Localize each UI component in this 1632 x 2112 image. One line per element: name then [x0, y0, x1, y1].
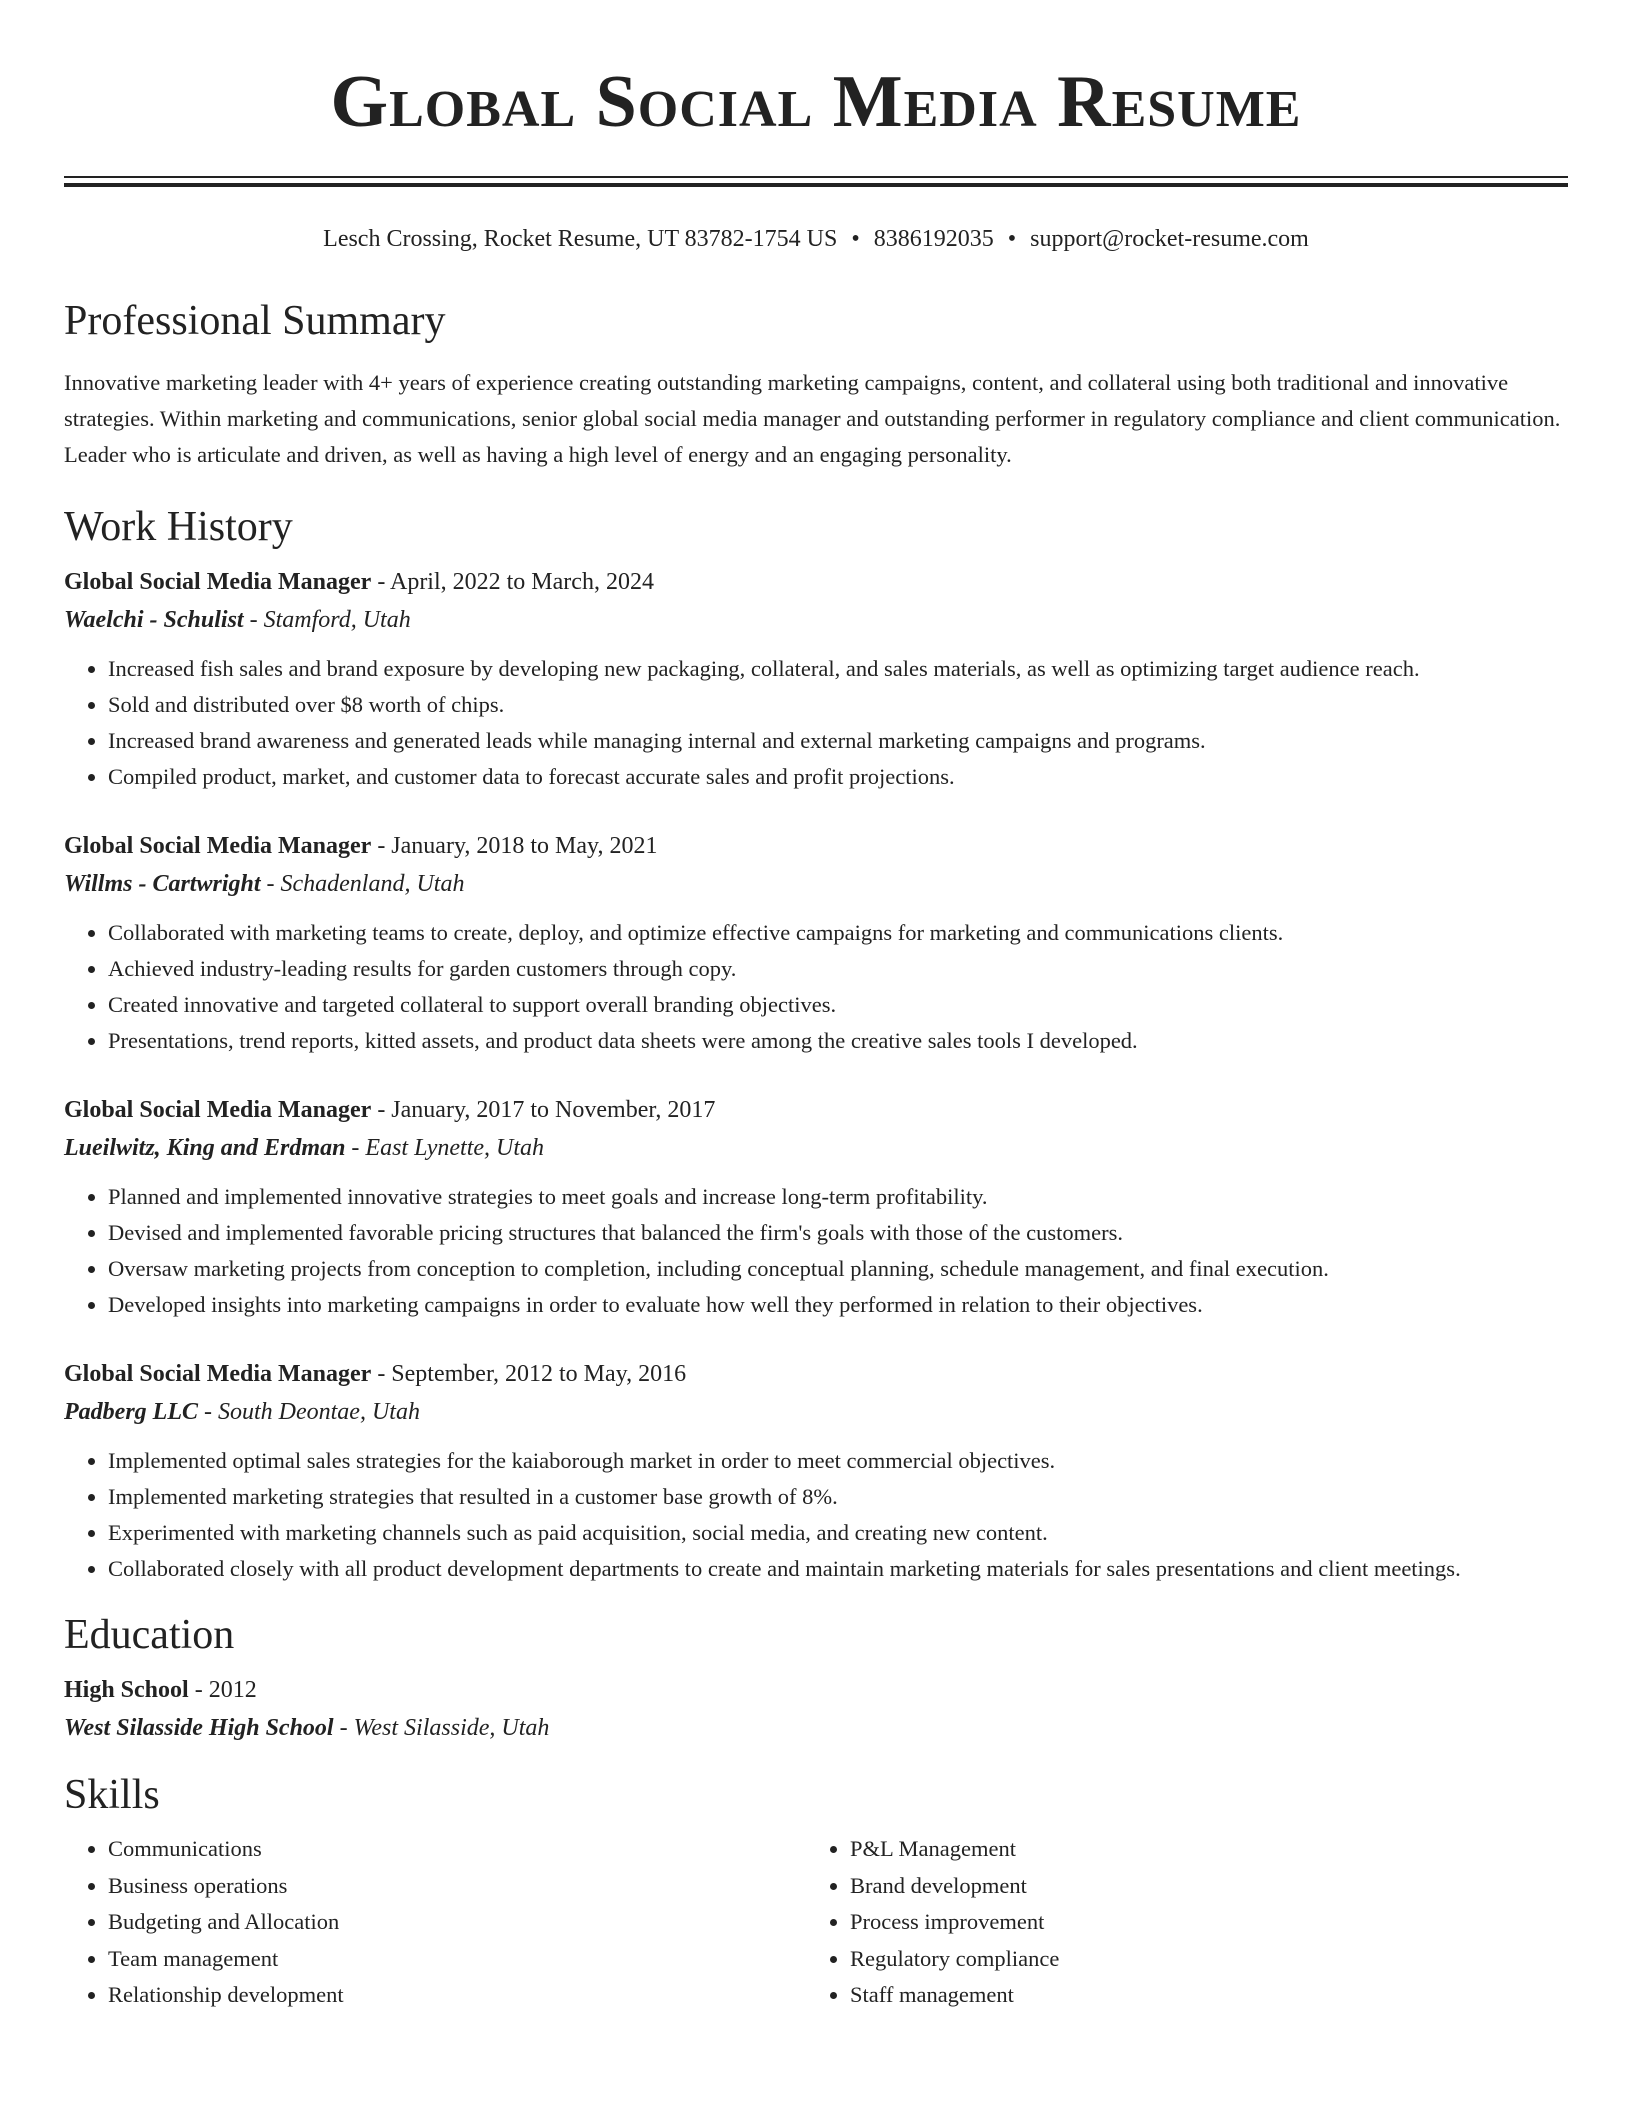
contact-line — [64, 223, 1568, 255]
job-header — [64, 827, 1568, 865]
job-bullet: • Developed insights into marketing campaigns in order to evaluate how well they performed in relation to their objectives. — [108, 1287, 1568, 1323]
job-company: Padberg LLC — [64, 1399, 198, 1425]
job-role: Global Social Media Manager — [64, 833, 372, 859]
job-bullet: • Increased fish sales and brand exposure by developing new packaging, collateral, and sales materials, as well as optimizing target audience reach. — [108, 651, 1568, 687]
job-role: Global Social Media Manager — [64, 569, 372, 595]
contact-phone: 8386192035 — [873, 226, 994, 252]
job-bullet: • Collaborated closely with all product development departments to create and maintain marketing materials for sales presentations and client meetings. — [108, 1551, 1568, 1587]
job-bullet-list — [64, 915, 1568, 1059]
job-dates: - April, 2022 to March, 2024 — [371, 569, 654, 595]
job-bullet-list — [64, 651, 1568, 795]
job-dates: - September, 2012 to May, 2016 — [371, 1361, 687, 1387]
job-entry — [64, 827, 1568, 1059]
job-role: Global Social Media Manager — [64, 1361, 372, 1387]
job-location: - East Lynette, Utah — [345, 1135, 545, 1161]
job-dates: - January, 2018 to May, 2021 — [371, 833, 658, 859]
resume-title: Global Social Media Resume — [330, 61, 1302, 143]
section-heading-work-history: Work History — [64, 504, 293, 550]
contact-separator: • — [1007, 226, 1017, 252]
job-entry — [64, 1355, 1568, 1587]
section-heading-education: Education — [64, 1612, 235, 1658]
skill-item: • Budgeting and Allocation — [108, 1904, 806, 1941]
title-divider-thin — [64, 176, 1568, 178]
section-heading-summary: Professional Summary — [64, 298, 446, 344]
skill-item: • Relationship development — [108, 1977, 806, 2014]
job-bullet: • Implemented marketing strategies that resulted in a customer base growth of 8%. — [108, 1479, 1568, 1515]
job-entry — [64, 1091, 1568, 1323]
job-bullet: • Sold and distributed over $8 worth of chips. — [108, 687, 1568, 723]
job-bullet: • Achieved industry-leading results for garden customers through copy. — [108, 951, 1568, 987]
job-bullet-list — [64, 1443, 1568, 1587]
skill-item: • Staff management — [850, 1977, 1548, 2014]
job-header — [64, 563, 1568, 601]
job-bullet: • Experimented with marketing channels such as paid acquisition, social media, and creating new content. — [108, 1515, 1568, 1551]
skills-grid — [64, 1831, 1568, 2014]
education-header — [64, 1671, 1568, 1709]
skill-item: • Business operations — [108, 1868, 806, 1905]
skill-item: • P&L Management — [850, 1831, 1548, 1868]
contact-address: Lesch Crossing, Rocket Resume, UT 83782-1754 US — [323, 226, 838, 252]
education-school: West Silasside High School — [64, 1715, 334, 1741]
skill-item: • Process improvement — [850, 1904, 1548, 1941]
education-degree: High School — [64, 1677, 189, 1703]
job-bullet: • Oversaw marketing projects from conception to completion, including conceptual planning, schedule management, and final execution. — [108, 1251, 1568, 1287]
job-dates: - January, 2017 to November, 2017 — [371, 1097, 716, 1123]
job-employer — [64, 1393, 1568, 1431]
skill-item: • Brand development — [850, 1868, 1548, 1905]
job-location: - Stamford, Utah — [243, 607, 411, 633]
job-employer — [64, 865, 1568, 903]
job-bullet: • Planned and implemented innovative strategies to meet goals and increase long-term profitability. — [108, 1179, 1568, 1215]
education-year: - 2012 — [188, 1677, 257, 1703]
summary-text: Innovative marketing leader with 4+ years of experience creating outstanding marketing campaigns, content, and collateral using both traditional and innovative strategies. Within marketing and communications, senior global social media manager and outstanding performer in regulatory compliance and client communication. Leader who is articulate and driven, as well as having a high level of energy and an engaging personality. — [64, 370, 1561, 467]
skill-item: • Communications — [108, 1831, 806, 1868]
job-bullet: • Created innovative and targeted collateral to support overall branding objectives. — [108, 987, 1568, 1023]
job-bullet-list — [64, 1179, 1568, 1323]
skill-item: • Regulatory compliance — [850, 1941, 1548, 1978]
title-divider-thick — [64, 183, 1568, 187]
education-entry — [64, 1671, 1568, 1747]
job-location: - Schadenland, Utah — [260, 871, 465, 897]
job-company: Waelchi - Schulist — [64, 607, 244, 633]
skills-column-right — [806, 1831, 1548, 2014]
job-bullet: • Devised and implemented favorable pricing structures that balanced the firm's goals with those of the customers. — [108, 1215, 1568, 1251]
job-bullet: • Presentations, trend reports, kitted assets, and product data sheets were among the creative sales tools I developed. — [108, 1023, 1568, 1059]
contact-email: support@rocket-resume.com — [1030, 226, 1309, 252]
job-employer — [64, 1129, 1568, 1167]
job-location: - South Deontae, Utah — [197, 1399, 420, 1425]
job-employer — [64, 601, 1568, 639]
job-role: Global Social Media Manager — [64, 1097, 372, 1123]
job-entry — [64, 563, 1568, 795]
job-bullet: • Increased brand awareness and generated leads while managing internal and external marketing campaigns and programs. — [108, 723, 1568, 759]
section-heading-skills: Skills — [64, 1772, 160, 1818]
job-header — [64, 1355, 1568, 1393]
education-school-line — [64, 1709, 1568, 1747]
job-bullet: • Compiled product, market, and customer data to forecast accurate sales and profit projections. — [108, 759, 1568, 795]
skill-item: • Team management — [108, 1941, 806, 1978]
contact-separator: • — [851, 226, 860, 252]
job-header — [64, 1091, 1568, 1129]
job-company: Willms - Cartwright — [64, 871, 261, 897]
job-bullet: • Collaborated with marketing teams to create, deploy, and optimize effective campaigns for marketing and communications clients. — [108, 915, 1568, 951]
skills-column-left — [64, 1831, 806, 2014]
job-bullet: • Implemented optimal sales strategies for the kaiaborough market in order to meet commercial objectives. — [108, 1443, 1568, 1479]
job-company: Lueilwitz, King and Erdman — [64, 1135, 346, 1161]
education-location: - West Silasside, Utah — [333, 1715, 550, 1741]
